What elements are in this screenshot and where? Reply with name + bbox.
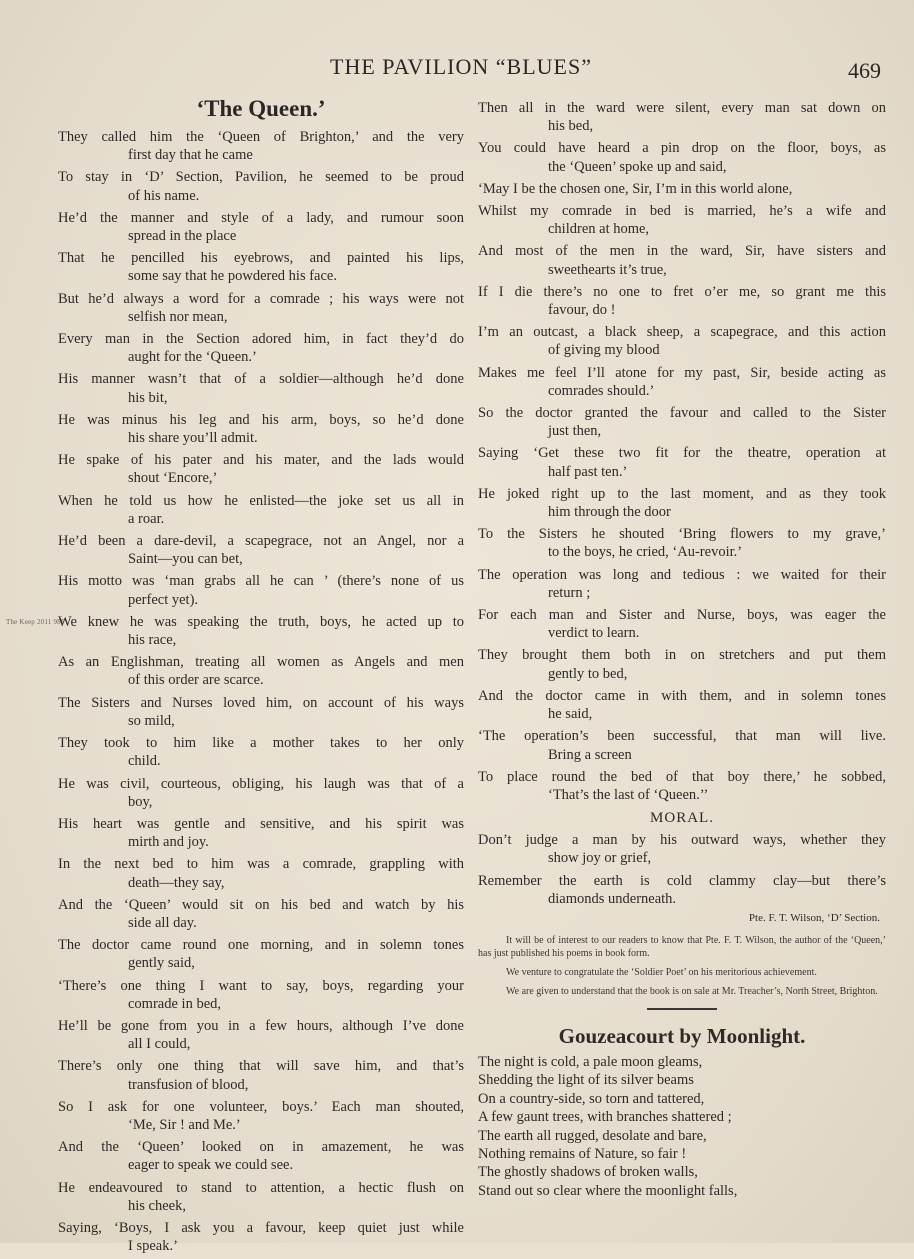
archive-margin-note: The Keep 2011 98F bbox=[6, 618, 65, 626]
stanza-line: To place round the bed of that boy there,’ he sobbed, bbox=[478, 768, 886, 785]
stanza-line: And the ‘Queen’ looked on in amazement, he was bbox=[58, 1139, 464, 1156]
stanza-line: His motto was ‘man grabs all he can ’ (there’s none of us bbox=[58, 573, 464, 590]
stanza-continuation: he said, bbox=[548, 706, 593, 723]
stanza-line: And most of the men in the ward, Sir, have sisters and bbox=[478, 243, 886, 260]
stanza-continuation: of giving my blood bbox=[548, 342, 660, 359]
stanza bbox=[58, 896, 464, 932]
stanza-continuation: of his name. bbox=[128, 187, 200, 204]
stanza bbox=[478, 404, 886, 440]
stanza bbox=[58, 209, 464, 245]
stanza-line: ‘The operation’s been successful, that man will live. bbox=[478, 728, 886, 745]
stanza-line: He spake of his pater and his mater, and the lads would bbox=[58, 452, 464, 469]
stanza-line: So the doctor granted the favour and called to the Sister bbox=[478, 405, 886, 422]
stanza bbox=[478, 872, 886, 908]
editor-note: We venture to congratulate the ‘Soldier Poet’ on his meritorious achievement. bbox=[506, 966, 817, 978]
stanza bbox=[478, 283, 886, 319]
stanza-continuation: death—they say, bbox=[128, 874, 225, 891]
stanza-continuation: eager to speak we could see. bbox=[128, 1157, 294, 1174]
stanza bbox=[478, 139, 886, 175]
stanza-continuation: verdict to learn. bbox=[548, 625, 640, 642]
stanza bbox=[478, 727, 886, 763]
stanza-line: He’ll be gone from you in a few hours, although I’ve done bbox=[58, 1017, 464, 1034]
stanza bbox=[478, 364, 886, 400]
stanza-continuation: so mild, bbox=[128, 712, 175, 729]
stanza-continuation: diamonds underneath. bbox=[548, 890, 677, 907]
stanza-line: Makes me feel I’ll atone for my past, Sir, beside acting as bbox=[478, 364, 886, 381]
stanza-continuation: mirth and joy. bbox=[128, 834, 209, 851]
stanza bbox=[478, 687, 886, 723]
stanza bbox=[58, 734, 464, 770]
stanza-line: They brought them both in on stretchers and put them bbox=[478, 647, 886, 664]
stanza-line: When he told us how he enlisted—the joke set us all in bbox=[58, 492, 464, 509]
stanza bbox=[58, 775, 464, 811]
stanza-line: The doctor came round one morning, and in solemn tones bbox=[58, 937, 464, 954]
stanza bbox=[58, 694, 464, 730]
stanza bbox=[58, 1219, 464, 1255]
stanza-line: We knew he was speaking the truth, boys, he acted up to bbox=[58, 613, 464, 630]
stanza-continuation: all I could, bbox=[128, 1036, 191, 1053]
moral-heading: MORAL. bbox=[650, 810, 714, 827]
stanza bbox=[478, 525, 886, 561]
stanza-continuation: ‘Me, Sir ! and Me.’ bbox=[128, 1116, 241, 1133]
stanza-line: He’d the manner and style of a lady, and rumour soon bbox=[58, 209, 464, 226]
stanza-line: ‘May I be the chosen one, Sir, I’m in this world alone, bbox=[478, 180, 793, 197]
gouzeaucourt-verse bbox=[478, 1053, 886, 1200]
stanza bbox=[58, 451, 464, 487]
stanza bbox=[58, 249, 464, 285]
stanza-line: Every man in the Section adored him, in fact they’d do bbox=[58, 331, 464, 348]
stanza bbox=[58, 977, 464, 1013]
stanza bbox=[478, 242, 886, 278]
stanza bbox=[58, 613, 464, 649]
stanza-continuation: aught for the ‘Queen.’ bbox=[128, 349, 257, 366]
stanza bbox=[58, 290, 464, 326]
stanza-line: If I die there’s no one to fret o’er me, so grant me this bbox=[478, 283, 886, 300]
stanza-continuation: him through the door bbox=[548, 504, 671, 521]
left-column bbox=[58, 96, 464, 1259]
stanza bbox=[58, 653, 464, 689]
stanza-continuation: selfish nor mean, bbox=[128, 308, 228, 325]
stanza bbox=[478, 566, 886, 602]
verse-line: Stand out so clear where the moonlight falls, bbox=[478, 1182, 738, 1199]
stanza-line: To the Sisters he shouted ‘Bring flowers to my grave,’ bbox=[478, 526, 886, 543]
verse-line: A few gaunt trees, with branches shattered ; bbox=[478, 1109, 732, 1126]
editor-notes bbox=[478, 934, 886, 998]
stanza-continuation: Bring a screen bbox=[548, 746, 632, 763]
stanza-continuation: first day that he came bbox=[128, 147, 253, 164]
stanza-line: I’m an outcast, a black sheep, a scapegrace, and this action bbox=[478, 324, 886, 341]
stanza-continuation: ‘That’s the last of ‘Queen.’’ bbox=[548, 786, 709, 803]
queen-stanzas-left bbox=[58, 128, 464, 1255]
stanza bbox=[478, 768, 886, 804]
stanza-line: So I ask for one volunteer, boys.’ Each man shouted, bbox=[58, 1098, 464, 1115]
stanza bbox=[58, 532, 464, 568]
stanza-continuation: Saint—you can bet, bbox=[128, 551, 243, 568]
running-head: THE PAVILION “BLUES” bbox=[330, 54, 592, 79]
stanza-line: His heart was gentle and sensitive, and his spirit was bbox=[58, 815, 464, 832]
stanza-line: Don’t judge a man by his outward ways, whether they bbox=[478, 832, 886, 849]
author-signature: Pte. F. T. Wilson, ‘D’ Section. bbox=[748, 911, 880, 924]
stanza-continuation: show joy or grief, bbox=[548, 850, 652, 867]
stanza-line: He’d been a dare-devil, a scapegrace, not an Angel, nor a bbox=[58, 533, 464, 550]
stanza-line: You could have heard a pin drop on the floor, boys, as bbox=[478, 140, 886, 157]
verse-line: On a country-side, so torn and tattered, bbox=[478, 1090, 705, 1107]
stanza bbox=[58, 128, 464, 164]
stanza-line: Then all in the ward were silent, every man sat down on bbox=[478, 100, 886, 116]
stanza bbox=[58, 1057, 464, 1093]
stanza bbox=[58, 492, 464, 528]
stanza bbox=[478, 202, 886, 238]
stanza bbox=[58, 855, 464, 891]
stanza-line: As an Englishman, treating all women as Angels and men bbox=[58, 654, 464, 671]
stanza-line: ‘There’s one thing I want to say, boys, regarding your bbox=[58, 977, 464, 994]
stanza-continuation: his cheek, bbox=[128, 1197, 186, 1214]
stanza-line: Remember the earth is cold clammy clay—but there’s bbox=[478, 872, 886, 889]
stanza-line: But he’d always a word for a comrade ; his ways were not bbox=[58, 290, 464, 307]
editor-note: It will be of interest to our readers to know that Pte. F. T. Wilson, the author of the ‘Queen,’ has just published his poems in book form. bbox=[478, 934, 886, 959]
stanza bbox=[58, 572, 464, 608]
stanza-continuation: half past ten.’ bbox=[548, 463, 628, 480]
stanza-continuation: sweethearts it’s true, bbox=[548, 261, 667, 278]
stanza-continuation: perfect yet). bbox=[128, 591, 199, 608]
stanza-continuation: comrades should.’ bbox=[548, 382, 655, 399]
stanza-continuation: shout ‘Encore,’ bbox=[128, 470, 218, 487]
stanza-line: And the ‘Queen’ would sit on his bed and watch by his bbox=[58, 896, 464, 913]
stanza-continuation: his race, bbox=[128, 632, 177, 649]
stanza-line: Saying ‘Get these two fit for the theatre, operation at bbox=[478, 445, 886, 462]
moral-stanzas bbox=[478, 831, 886, 908]
stanza-continuation: comrade in bed, bbox=[128, 995, 222, 1012]
right-column bbox=[478, 99, 886, 1200]
stanza-line: They took to him like a mother takes to her only bbox=[58, 735, 464, 752]
stanza-continuation: a roar. bbox=[128, 510, 165, 527]
stanza bbox=[58, 936, 464, 972]
stanza bbox=[478, 99, 886, 135]
poem-title-gouzeaucourt: Gouzeacourt by Moonlight. bbox=[558, 1023, 806, 1048]
stanza bbox=[478, 444, 886, 480]
stanza-continuation: boy, bbox=[128, 793, 153, 810]
page-number: 469 bbox=[848, 58, 881, 83]
stanza-line: For each man and Sister and Nurse, boys, was eager the bbox=[478, 607, 886, 624]
stanza-continuation: transfusion of blood, bbox=[128, 1076, 249, 1093]
stanza-continuation: his share you’ll admit. bbox=[128, 430, 258, 447]
stanza-continuation: return ; bbox=[548, 584, 591, 601]
verse-line: Shedding the light of its silver beams bbox=[478, 1072, 694, 1089]
stanza-continuation: of this order are scarce. bbox=[128, 672, 264, 689]
stanza bbox=[58, 1179, 464, 1215]
stanza bbox=[58, 411, 464, 447]
verse-line: The night is cold, a pale moon gleams, bbox=[478, 1053, 703, 1070]
stanza-continuation: gently to bed, bbox=[548, 665, 628, 682]
stanza-continuation: gently said, bbox=[128, 955, 195, 972]
stanza-continuation: child. bbox=[128, 753, 161, 770]
poem-title-queen: ‘The Queen.’ bbox=[196, 96, 326, 121]
stanza bbox=[58, 815, 464, 851]
stanza-continuation: some say that he powdered his face. bbox=[128, 268, 337, 285]
queen-stanzas-right bbox=[478, 99, 886, 804]
stanza bbox=[58, 1017, 464, 1053]
stanza-continuation: his bit, bbox=[128, 389, 168, 406]
stanza-line: To stay in ‘D’ Section, Pavilion, he seemed to be proud bbox=[58, 169, 464, 186]
stanza-line: He joked right up to the last moment, and as they took bbox=[478, 485, 886, 502]
stanza-continuation: his bed, bbox=[548, 118, 594, 135]
stanza-line: In the next bed to him was a comrade, grappling with bbox=[58, 856, 464, 873]
stanza-line: They called him the ‘Queen of Brighton,’ and the very bbox=[58, 129, 464, 145]
stanza bbox=[58, 168, 464, 204]
stanza-continuation: just then, bbox=[548, 423, 602, 440]
stanza bbox=[478, 646, 886, 682]
verse-line: Nothing remains of Nature, so fair ! bbox=[478, 1145, 687, 1162]
section-divider bbox=[647, 1008, 717, 1010]
stanza-continuation: the ‘Queen’ spoke up and said, bbox=[548, 158, 727, 175]
stanza-line: Whilst my comrade in bed is married, he’s a wife and bbox=[478, 203, 886, 220]
stanza-line: His manner wasn’t that of a soldier—although he’d done bbox=[58, 371, 464, 388]
stanza-continuation: I speak.’ bbox=[128, 1238, 178, 1255]
stanza-continuation: children at home, bbox=[548, 221, 650, 238]
stanza bbox=[58, 1098, 464, 1134]
stanza-continuation: side all day. bbox=[128, 914, 197, 931]
stanza bbox=[58, 330, 464, 366]
verse-line: The earth all rugged, desolate and bare, bbox=[478, 1127, 707, 1144]
stanza-line: And the doctor came in with them, and in solemn tones bbox=[478, 687, 886, 704]
stanza-line: He endeavoured to stand to attention, a hectic flush on bbox=[58, 1179, 464, 1196]
editor-note: We are given to understand that the book is on sale at Mr. Treacher’s, North Street, Brighton. bbox=[506, 985, 878, 997]
verse-line: The ghostly shadows of broken walls, bbox=[478, 1164, 698, 1181]
stanza bbox=[478, 831, 886, 867]
stanza bbox=[478, 323, 886, 359]
stanza-line: He was minus his leg and his arm, boys, so he’d done bbox=[58, 411, 464, 428]
stanza-line: That he pencilled his eyebrows, and painted his lips, bbox=[58, 250, 464, 267]
stanza-line: The operation was long and tedious : we waited for their bbox=[478, 566, 886, 583]
stanza-line: He was civil, courteous, obliging, his laugh was that of a bbox=[58, 775, 464, 792]
stanza-continuation: to the boys, he cried, ‘Au-revoir.’ bbox=[548, 544, 743, 561]
stanza bbox=[58, 1138, 464, 1174]
stanza bbox=[58, 370, 464, 406]
stanza-continuation: spread in the place bbox=[128, 228, 237, 245]
stanza bbox=[478, 180, 886, 198]
stanza bbox=[478, 606, 886, 642]
stanza bbox=[478, 485, 886, 521]
stanza-line: The Sisters and Nurses loved him, on account of his ways bbox=[58, 694, 464, 711]
stanza-line: There’s only one thing that will save him, and that’s bbox=[58, 1058, 464, 1075]
stanza-continuation: favour, do ! bbox=[548, 302, 616, 319]
stanza-line: Saying, ‘Boys, I ask you a favour, keep quiet just while bbox=[58, 1219, 464, 1236]
